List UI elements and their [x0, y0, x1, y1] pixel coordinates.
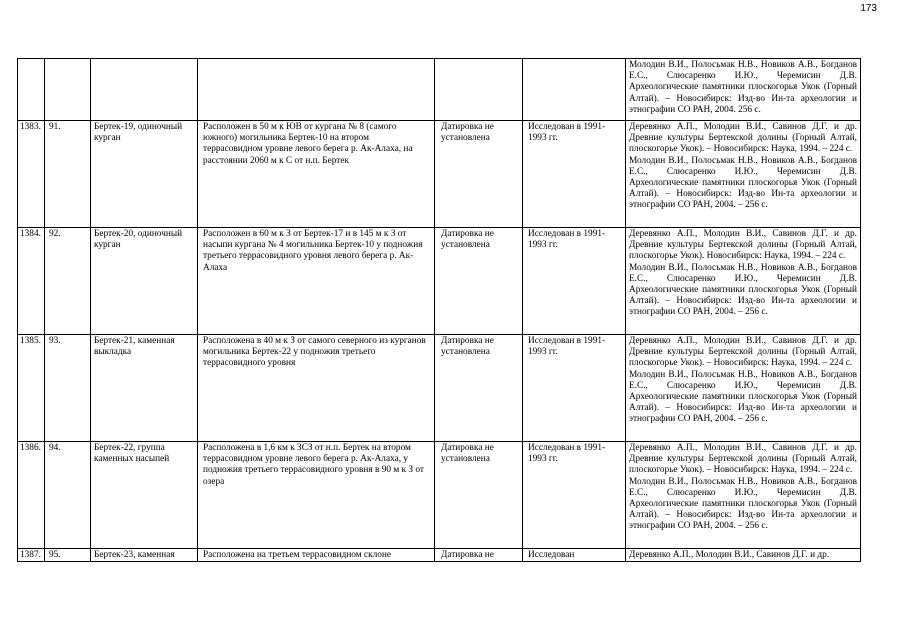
- registry-number: 1384.: [18, 228, 45, 335]
- site-dating: Датировка не: [435, 549, 523, 562]
- site-name: Бертек-20, одиночный курган: [91, 228, 198, 335]
- table-row: [18, 59, 861, 121]
- local-number: 91.: [45, 121, 91, 228]
- study-status: [523, 59, 626, 121]
- site-name: Бертек-23, каменная: [91, 549, 198, 562]
- literature-cell: [626, 549, 861, 562]
- page-number: 173: [860, 3, 877, 14]
- registry-number: 1383.: [18, 121, 45, 228]
- table-row: [18, 228, 861, 335]
- literature-cell: [626, 335, 861, 442]
- site-dating: [435, 59, 523, 121]
- literature-entry: Деревянко А.П., Молодин В.И., Савинов Д.Г. и др. Древние культуры Бертекской долины (Горный Алтай, плоскогорье Укок). – Новосибирск: Наука, 1994. – 224 с.: [629, 443, 857, 476]
- literature-entry: Молодин В.И., Полосьмак Н.В., Новиков А.В., Богданов Е.С., Слюсаренко И.Ю., Черемисин Д.В. Археологические памятники плоскогорья Укок (Горный Алтай). – Новосибирск: Изд-во Ин-та археологии и этнографии СО РАН, 2004. – 256 с.: [629, 476, 857, 532]
- study-status: Исследован в 1991-1993 гг.: [523, 335, 626, 442]
- local-number: 94.: [45, 442, 91, 549]
- study-status: Исследован: [523, 549, 626, 562]
- literature-entry: Деревянко А.П., Молодин В.И., Савинов Д.Г. и др. Древние культуры Бертекской долины (Горный Алтай, плоскогорье Укок). Новосибирск: Наука, 1994. – 224 с.: [629, 229, 857, 262]
- literature-entry: Деревянко А.П., Молодин В.И., Савинов Д.Г. и др. Древние культуры Бертекской долины (Горный Алтай, плоскогорье Укок). – Новосибирск: Наука, 1994. – 224 с.: [629, 122, 857, 155]
- table-row: [18, 335, 861, 442]
- site-location: Расположен в 60 м к З от Бертек-17 и в 145 м к З от насыпи кургана № 4 могильника Бертек-10 у подножия третьего террасовидного уровня левого берега р. Ак-Алаха: [198, 228, 435, 335]
- site-dating: Датировка не установлена: [435, 335, 523, 442]
- local-number: [45, 59, 91, 121]
- literature-cell: [626, 121, 861, 228]
- site-location: [198, 59, 435, 121]
- local-number: 95.: [45, 549, 91, 562]
- literature-entry: Деревянко А.П., Молодин В.И., Савинов Д.Г. и др.: [629, 550, 830, 560]
- registry-number: 1385.: [18, 335, 45, 442]
- literature-entry: Молодин В.И., Полосьмак Н.В., Новиков А.В., Богданов Е.С., Слюсаренко И.Ю., Черемисин Д.В. Археологические памятники плоскогорья Укок (Горный Алтай). – Новосибирск: Изд-во Ин-та археологии и этнографии СО РАН, 2004. – 256 с.: [629, 262, 857, 318]
- registry-number: [18, 59, 45, 121]
- local-number: 93.: [45, 335, 91, 442]
- study-status: Исследован в 1991-1993 гг.: [523, 442, 626, 549]
- site-location: Расположен в 50 м к ЮВ от кургана № 8 (самого южного) могильника Бертек-10 на втором террасовидном уровне левого берега р. Ак-Алаха, на расстоянии 2060 м к С от н.п. Бертек: [198, 121, 435, 228]
- table-body: [18, 59, 861, 562]
- site-dating: Датировка не установлена: [435, 228, 523, 335]
- monuments-table: [17, 58, 861, 562]
- site-dating: Датировка не установлена: [435, 442, 523, 549]
- literature-entry: Молодин В.И., Полосьмак Н.В., Новиков А.В., Богданов Е.С., Слюсаренко И.Ю., Черемисин Д.В. Археологические памятники плоскогорья Укок (Горный Алтай). – Новосибирск: Изд-во Ин-та археологии и этнографии СО РАН, 2004. 256 с.: [629, 60, 857, 115]
- site-name: [91, 59, 198, 121]
- literature-cell: [626, 442, 861, 549]
- local-number: 92.: [45, 228, 91, 335]
- site-location: Расположена на третьем террасовидном склоне: [198, 549, 435, 562]
- literature-entry: Молодин В.И., Полосьмак Н.В., Новиков А.В., Богданов Е.С., Слюсаренко И.Ю., Черемисин Д.В. Археологические памятники плоскогорья Укок (Горный Алтай). – Новосибирск: Изд-во Ин-та археологии и этнографии СО РАН, 2004. – 256 с.: [629, 369, 857, 425]
- study-status: Исследован в 1991-1993 гг.: [523, 121, 626, 228]
- literature-entry: Молодин В.И., Полосьмак Н.В., Новиков А.В., Богданов Е.С., Слюсаренко И.Ю., Черемисин Д.В. Археологические памятники плоскогорья Укок (Горный Алтай). – Новосибирск: Изд-во Ин-та археологии и этнографии СО РАН, 2004. – 256 с.: [629, 155, 857, 211]
- table-row: [18, 549, 861, 562]
- monuments-table-wrap: [17, 58, 861, 583]
- site-name: Бертек-21, каменная выкладка: [91, 335, 198, 442]
- site-dating: Датировка не установлена: [435, 121, 523, 228]
- literature-cell: [626, 228, 861, 335]
- registry-number: 1387.: [18, 549, 45, 562]
- site-location: Расположена в 40 м к З от самого северного из курганов могильника Бертек-22 у подножия третьего террасовидного уровня: [198, 335, 435, 442]
- literature-entry: Деревянко А.П., Молодин В.И., Савинов Д.Г. и др. Древние культуры Бертекской долины (Горный Алтай, плоскогорье Укок). – Новосибирск: Наука, 1994. – 224 с.: [629, 336, 857, 369]
- table-row: [18, 121, 861, 228]
- table-row: [18, 442, 861, 549]
- site-name: Бертек-22, группа каменных насыпей: [91, 442, 198, 549]
- registry-number: 1386.: [18, 442, 45, 549]
- study-status: Исследован в 1991-1993 гг.: [523, 228, 626, 335]
- site-location: Расположена в 1,6 км к ЗСЗ от н.п. Бертек на втором террасовидном уровне левого берега р. Ак-Алаха, у подножия третьего террасовидного уровня в 90 м к З от озера: [198, 442, 435, 549]
- site-name: Бертек-19, одиночный курган: [91, 121, 198, 228]
- literature-cell: [626, 59, 861, 121]
